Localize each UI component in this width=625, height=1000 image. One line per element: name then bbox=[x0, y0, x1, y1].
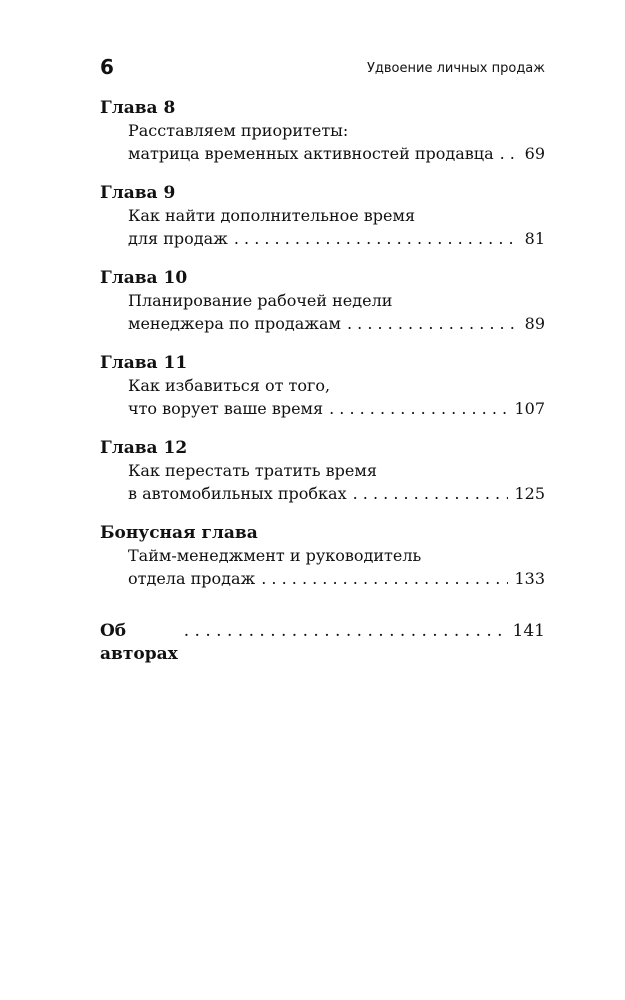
chapter-title-line bbox=[100, 289, 545, 312]
chapter-title-line-1: Как перестать тратить время bbox=[128, 461, 377, 480]
chapter-title-line-1: Тайм-менеджмент и руководитель bbox=[128, 546, 422, 565]
page-reference: 125 bbox=[514, 484, 545, 503]
chapter-title-line bbox=[100, 312, 545, 335]
chapter-title-line-1: Как найти дополнительное время bbox=[128, 206, 416, 225]
chapter-title-line bbox=[100, 397, 545, 420]
page-reference: 89 bbox=[524, 314, 545, 333]
dot-leader bbox=[500, 142, 519, 165]
toc-entry-about-authors bbox=[100, 620, 545, 666]
chapter-title-line-1: Расставляем приоритеты: bbox=[128, 121, 349, 140]
chapter-title-line bbox=[100, 119, 545, 142]
dot-leader bbox=[234, 227, 519, 250]
dot-leader bbox=[329, 397, 508, 420]
chapter-title-line bbox=[100, 544, 545, 567]
dot-leader bbox=[184, 620, 507, 643]
chapter-title-line bbox=[100, 374, 545, 397]
page-reference: 107 bbox=[514, 399, 545, 418]
chapter-title-line-2: что ворует ваше время bbox=[128, 399, 324, 418]
chapter-title-line bbox=[100, 482, 545, 505]
chapter-title-line-2: для продаж bbox=[128, 229, 228, 248]
chapter-label: Глава 10 bbox=[100, 268, 188, 288]
toc-entry-chapter-11 bbox=[100, 352, 545, 420]
page-reference: 81 bbox=[524, 229, 545, 248]
chapter-title-line bbox=[100, 459, 545, 482]
dot-leader bbox=[261, 567, 508, 590]
chapter-label: Глава 8 bbox=[100, 98, 176, 118]
running-header: Удвоение личных продаж bbox=[366, 61, 545, 76]
chapter-title-line-2: отдела продаж bbox=[128, 569, 256, 588]
chapter-title-line bbox=[100, 204, 545, 227]
toc-entry-bonus-chapter bbox=[100, 522, 545, 590]
chapter-title-line-2: менеджера по продажам bbox=[128, 314, 341, 333]
chapter-title-line bbox=[100, 142, 545, 165]
table-of-contents bbox=[100, 97, 545, 666]
chapter-title-line-2: матрица временных активностей продавца bbox=[128, 144, 494, 163]
chapter-label: Глава 11 bbox=[100, 353, 188, 373]
dot-leader bbox=[353, 482, 509, 505]
chapter-label: Глава 12 bbox=[100, 438, 188, 458]
chapter-title-line-1: Как избавиться от того, bbox=[128, 376, 331, 395]
toc-entry-chapter-12 bbox=[100, 437, 545, 505]
dot-leader bbox=[347, 312, 519, 335]
page-reference: 141 bbox=[512, 621, 545, 641]
page-number: 6 bbox=[100, 55, 114, 79]
chapter-title-line-2: в автомобильных пробках bbox=[128, 484, 347, 503]
toc-entry-chapter-10 bbox=[100, 267, 545, 335]
toc-entry-chapter-8 bbox=[100, 97, 545, 165]
about-authors-title: Об авторах bbox=[100, 621, 178, 664]
chapter-title-line bbox=[100, 567, 545, 590]
chapter-label: Бонусная глава bbox=[100, 523, 258, 543]
page-reference: 69 bbox=[524, 144, 545, 163]
chapter-label: Глава 9 bbox=[100, 183, 176, 203]
chapter-title-line-1: Планирование рабочей недели bbox=[128, 291, 393, 310]
page-reference: 133 bbox=[514, 569, 545, 588]
toc-entry-chapter-9 bbox=[100, 182, 545, 250]
chapter-title-line bbox=[100, 227, 545, 250]
